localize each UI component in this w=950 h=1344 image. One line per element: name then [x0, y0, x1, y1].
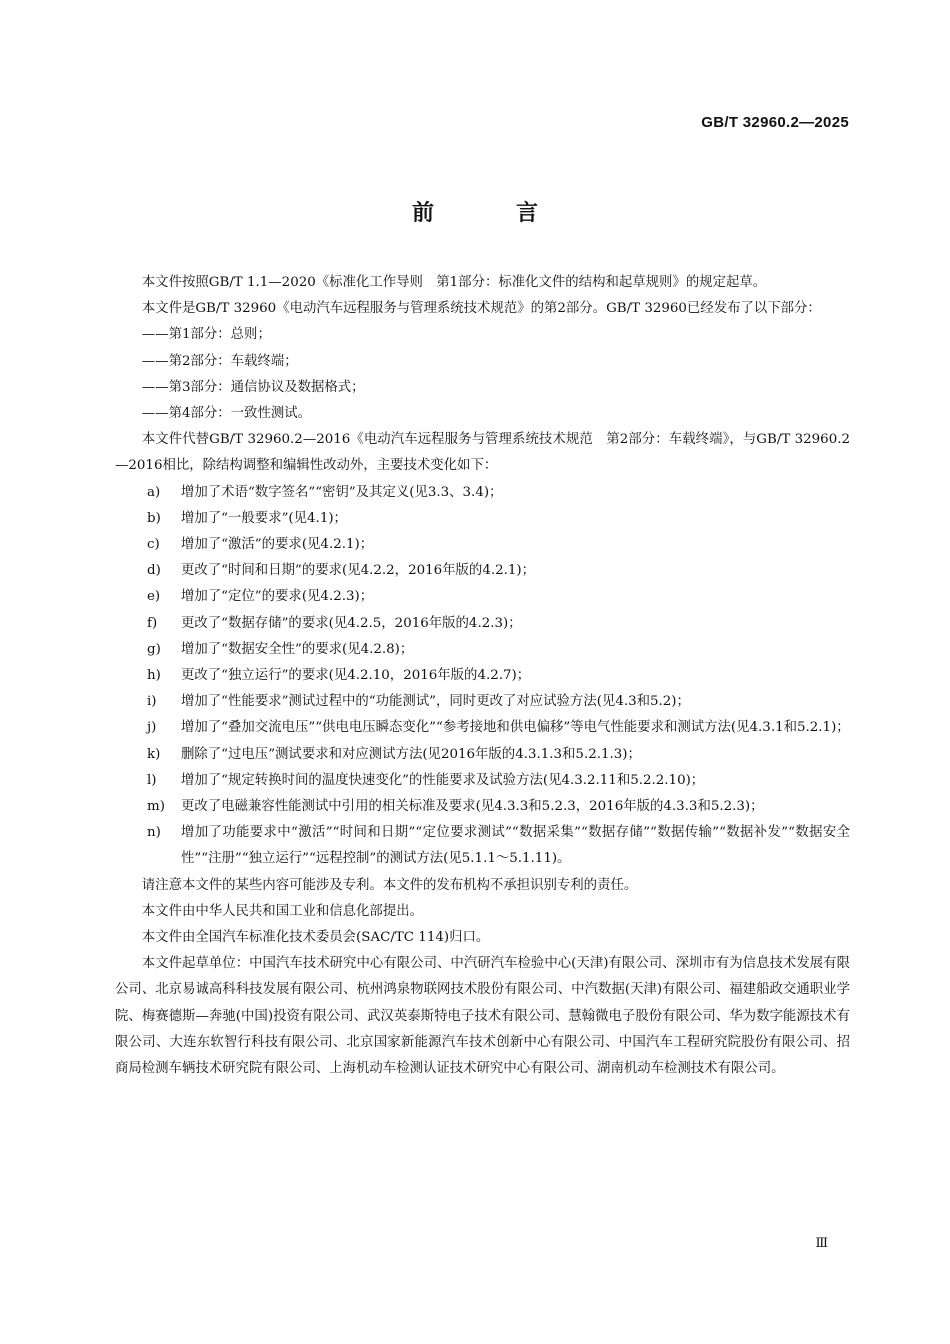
changes-list [115, 480, 850, 873]
change-label: d) [147, 563, 161, 579]
change-label: k) [147, 746, 161, 762]
document-body [115, 270, 850, 1082]
standard-code: GB/T 32960.2—2025 [701, 114, 849, 131]
change-label: f) [147, 615, 158, 631]
change-text: 增加了“叠加交流电压”“供电电压瞬态变化”“参考接地和供电偏移”等电气性能要求和测试方法(见4.3.1和5.2.1)； [181, 720, 850, 736]
page-number: Ⅲ [815, 1236, 828, 1251]
part-item: ——第4部分：一致性测试。 [141, 406, 312, 422]
change-item [115, 558, 850, 584]
change-label: n) [147, 825, 161, 841]
change-item [115, 768, 850, 794]
change-text: 增加了“性能要求”测试过程中的“功能测试”，同时更改了对应试验方法(见4.3和5.2)； [181, 694, 690, 710]
part-item: ——第2部分：车载终端； [141, 353, 298, 369]
change-text: 更改了“独立运行”的要求(见4.2.10，2016年版的4.2.7)； [181, 668, 531, 684]
change-label: h) [147, 668, 161, 684]
change-label: a) [147, 484, 161, 500]
change-item [115, 742, 850, 768]
change-item [115, 820, 850, 872]
technical-committee-paragraph: 本文件由全国汽车标准化技术委员会(SAC/TC 114)归口。 [141, 930, 490, 946]
part-item: ——第1部分：总则； [141, 327, 271, 343]
change-text: 更改了“时间和日期”的要求(见4.2.2，2016年版的4.2.1)； [181, 563, 536, 579]
change-text: 更改了电磁兼容性能测试中引用的相关标准及要求(见4.3.3和5.2.3，2016年版的4.3.3和5.2.3)； [181, 799, 764, 815]
change-label: g) [147, 641, 161, 657]
change-text: 增加了功能要求中“激活”“时间和日期”“定位要求测试”“数据采集”“数据存储”“数据传输”“数据补发”“数据安全性”“注册”“独立运行”“远程控制”的测试方法(见5.1.1～5.1.11)。 [181, 825, 850, 867]
change-item [115, 637, 850, 663]
change-text: 更改了“数据存储”的要求(见4.2.5，2016年版的4.2.3)； [181, 615, 522, 631]
change-item [115, 611, 850, 637]
change-label: c) [147, 537, 160, 553]
change-text: 增加了术语“数字签名”“密钥”及其定义(见3.3、3.4)； [181, 484, 503, 500]
change-label: l) [147, 772, 157, 788]
change-label: j) [147, 720, 157, 736]
page-title: 前 言 [411, 201, 568, 226]
part-item: ——第3部分：通信协议及数据格式； [141, 379, 365, 395]
change-text: 增加了“定位”的要求(见4.2.3)； [181, 589, 374, 605]
replacement-paragraph: 本文件代替GB/T 32960.2—2016《电动汽车远程服务与管理系统技术规范 第2部分：车载终端》，与GB/T 32960.2—2016相比，除结构调整和编辑性改动外，主要技术变化如下： [115, 432, 850, 474]
change-text: 删除了“过电压”测试要求和对应测试方法(见2016年版的4.3.1.3和5.2.1.3)； [181, 746, 641, 762]
change-item [115, 794, 850, 820]
change-text: 增加了“激活”的要求(见4.2.1)； [181, 537, 374, 553]
change-text: 增加了“规定转换时间的温度快速变化”的性能要求及试验方法(见4.3.2.11和5.2.2.10)； [181, 772, 705, 788]
drafting-units-paragraph: 本文件起草单位：中国汽车技术研究中心有限公司、中汽研汽车检验中心(天津)有限公司、深圳市有为信息技术发展有限公司、北京易诚高科科技发展有限公司、杭州鸿泉物联网技术股份有限公司、中汽数据(天津)有限公司、福建船政交通职业学院、梅赛德斯—奔驰(中国)投资有限公司、武汉英泰斯特电子技术有限公司、慧翰微电子股份有限公司、华为数字能源技术有限公司、大连东软智行科技有限公司、北京国家新能源汽车技术创新中心有限公司、中国汽车工程研究院股份有限公司、招商局检测车辆技术研究院有限公司、上海机动车检测认证技术研究中心有限公司、湖南机动车检测技术有限公司。 [115, 956, 850, 1077]
change-label: m) [147, 799, 165, 815]
change-item [115, 663, 850, 689]
change-item [115, 584, 850, 610]
change-item [115, 715, 850, 741]
change-item [115, 689, 850, 715]
drafting-rule-paragraph: 本文件按照GB/T 1.1—2020《标准化工作导则 第1部分：标准化文件的结构和起草规则》的规定起草。 [141, 275, 767, 290]
series-intro-paragraph: 本文件是GB/T 32960《电动汽车远程服务与管理系统技术规范》的第2部分。GB/T 32960已经发布了以下部分： [141, 301, 821, 317]
change-text: 增加了“数据安全性”的要求(见4.2.8)； [181, 641, 414, 657]
change-item [115, 506, 850, 532]
patent-notice-paragraph: 请注意本文件的某些内容可能涉及专利。本文件的发布机构不承担识别专利的责任。 [141, 877, 638, 893]
change-label: i) [147, 694, 157, 710]
change-label: e) [147, 589, 161, 605]
change-text: 增加了“一般要求”(见4.1)； [181, 510, 347, 526]
change-label: b) [147, 510, 161, 526]
change-item [115, 532, 850, 558]
proposer-paragraph: 本文件由中华人民共和国工业和信息化部提出。 [141, 903, 423, 919]
parts-list [115, 322, 850, 427]
change-item [115, 480, 850, 506]
